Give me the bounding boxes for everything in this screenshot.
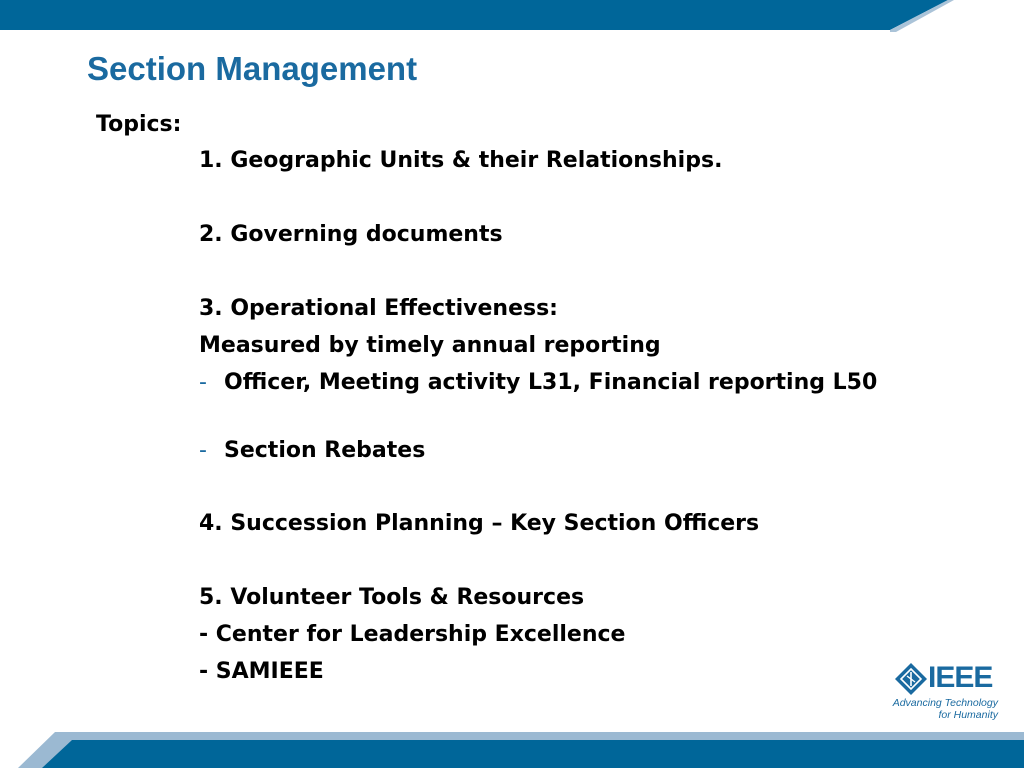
topic-3: 3. Operational Effectiveness: [199, 296, 558, 321]
ieee-wordmark: IEEE [928, 661, 993, 694]
bullet-text: Officer, Meeting activity L31, Financial reporting L50 [224, 370, 878, 395]
bottom-banner-band [0, 728, 1024, 768]
ieee-tagline [893, 697, 998, 721]
topic-5-item-leadership: - Center for Leadership Excellence [199, 622, 626, 647]
bullet-text: Section Rebates [224, 438, 426, 463]
ieee-diamond-icon [894, 662, 928, 696]
topic-5: 5. Volunteer Tools & Resources [199, 585, 585, 610]
top-banner-band [0, 0, 1024, 32]
ieee-tagline-line-2: for Humanity [938, 709, 998, 721]
topic-1: 1. Geographic Units & their Relationships. [199, 148, 723, 173]
topic-3-subtitle: Measured by timely annual reporting [199, 333, 661, 358]
topics-label: Topics: [96, 112, 182, 137]
slide-title: Section Management [87, 50, 418, 87]
topic-5-item-samieee: - SAMIEEE [199, 659, 324, 684]
topic-2: 2. Governing documents [199, 222, 503, 247]
bullet-marker: - [199, 438, 207, 463]
ieee-logo [892, 658, 1004, 722]
topic-4: 4. Succession Planning – Key Section Officers [199, 511, 760, 536]
bullet-marker: - [199, 370, 207, 395]
ieee-tagline-line-1: Advancing Technology [892, 697, 998, 709]
